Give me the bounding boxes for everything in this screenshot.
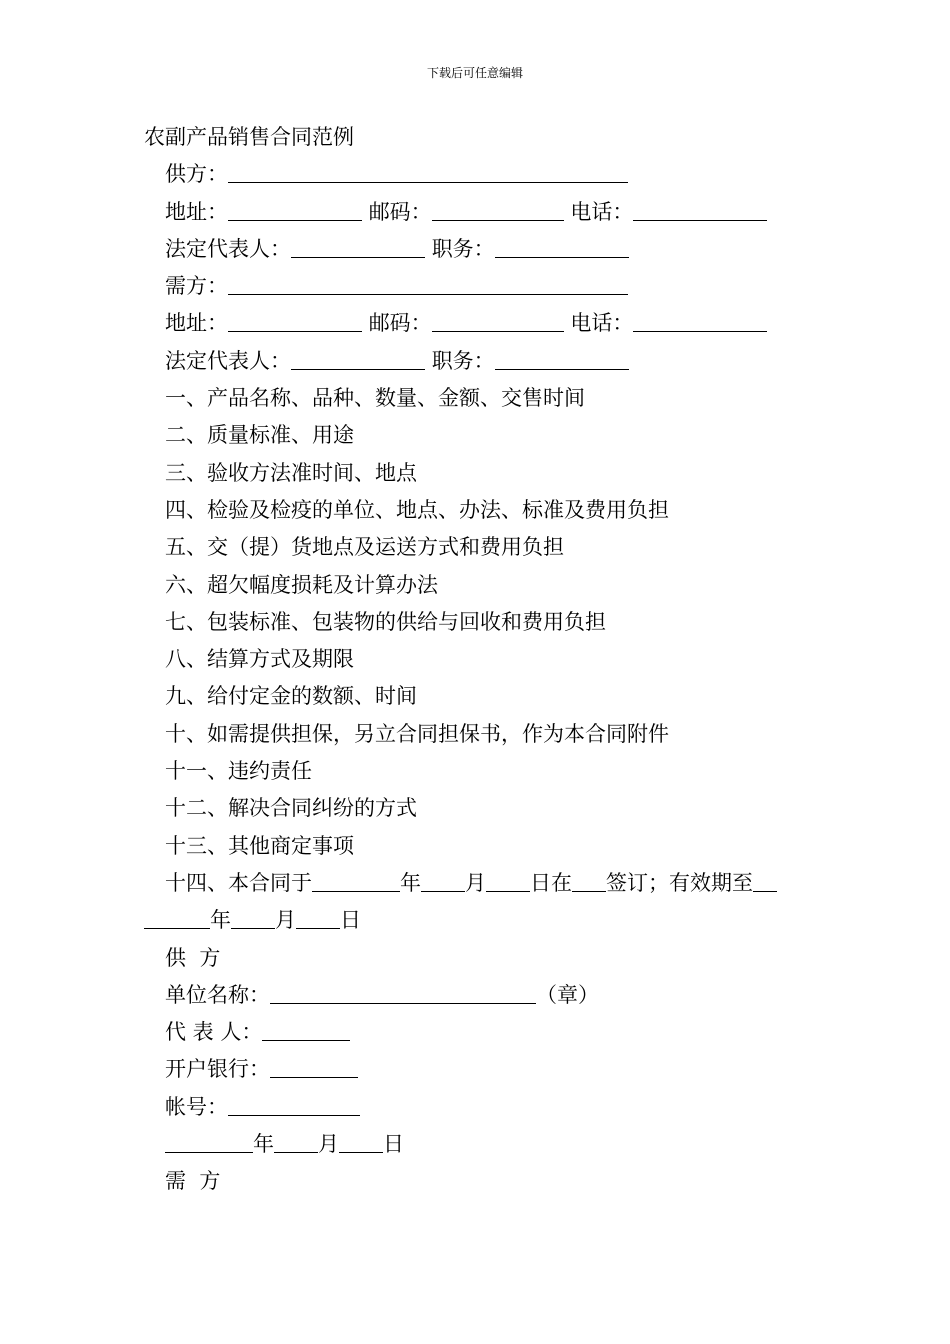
month-label: 月 (465, 870, 486, 895)
clause-item: 十二、解决合同纠纷的方式 (165, 796, 417, 821)
contract-title: 农副产品销售合同范例 (144, 125, 354, 149)
supplier-label: 供方： (165, 162, 228, 187)
clause-item: 九、给付定金的数额、时间 (165, 684, 417, 709)
day-label: 日 (383, 1132, 404, 1157)
clause-item: 六、超欠幅度损耗及计算办法 (165, 572, 438, 597)
clause-item: 一、产品名称、品种、数量、金额、交售时间 (165, 386, 585, 411)
expiry-year-blank[interactable] (144, 908, 210, 929)
address-label: 地址： (165, 199, 228, 224)
supplier-phone-blank[interactable] (633, 200, 767, 221)
account-blank[interactable] (228, 1095, 360, 1116)
legal-rep-label: 法定代表人： (165, 348, 291, 373)
clause-item: 十、如需提供担保，另立合同担保书，作为本合同附件 (165, 721, 669, 746)
expiry-day-blank[interactable] (296, 908, 340, 929)
header-note: 下载后可任意编辑 (426, 66, 523, 80)
bank-line (144, 1051, 824, 1088)
buyer-phone-blank[interactable] (633, 311, 767, 332)
expiry-year-blank-start[interactable] (753, 871, 777, 892)
buyer-address-blank[interactable] (228, 311, 362, 332)
bank-blank[interactable] (270, 1057, 358, 1078)
position-label: 职务： (431, 236, 495, 261)
representative-blank[interactable] (262, 1020, 350, 1041)
phone-label: 电话： (570, 311, 634, 336)
supplier-year-blank[interactable] (165, 1132, 253, 1153)
buyer-heading: 需 方 (165, 1169, 221, 1194)
bank-label: 开户银行： (165, 1057, 270, 1082)
year-label: 年 (210, 908, 231, 933)
supplier-date-line (144, 1126, 824, 1163)
sign-day-blank[interactable] (486, 871, 530, 892)
unit-name-label: 单位名称： (165, 982, 270, 1007)
clause-item: 十三、其他商定事项 (165, 833, 354, 858)
day-at-label: 日在 (530, 870, 572, 895)
clause-item: 十一、违约责任 (165, 759, 312, 784)
supplier-line (144, 156, 824, 193)
sign-month-blank[interactable] (421, 871, 465, 892)
supplier-day-blank[interactable] (339, 1132, 383, 1153)
seal-label: （章） (536, 982, 599, 1007)
clause-item: 五、交（提）货地点及运送方式和费用负担 (165, 535, 564, 560)
address-label: 地址： (165, 311, 228, 336)
clause-item: 四、检验及检疫的单位、地点、办法、标准及费用负担 (165, 497, 669, 522)
clause-item: 七、包装标准、包装物的供给与回收和费用负担 (165, 609, 606, 634)
day-label: 日 (340, 908, 361, 933)
buyer-postcode-blank[interactable] (432, 311, 564, 332)
clause-14-prefix: 十四、本合同于 (165, 870, 312, 895)
clause-item: 二、质量标准、用途 (165, 423, 354, 448)
clause-item: 三、验收方法准时间、地点 (165, 460, 417, 485)
supplier-heading: 供 方 (165, 945, 221, 970)
year-label: 年 (253, 1132, 274, 1157)
buyer-contact-line (144, 305, 824, 342)
supplier-contact-line (144, 194, 824, 231)
unit-name-blank[interactable] (270, 983, 536, 1004)
contract-body (144, 119, 824, 1201)
phone-label: 电话： (570, 199, 634, 224)
expiry-month-blank[interactable] (231, 908, 275, 929)
supplier-postcode-blank[interactable] (432, 200, 564, 221)
buyer-line (144, 268, 824, 305)
representative-label: 代 表 人： (165, 1020, 263, 1045)
clause-14-continuation (144, 902, 824, 939)
account-line (144, 1089, 824, 1126)
sign-year-blank[interactable] (312, 871, 400, 892)
unit-name-line (144, 977, 824, 1014)
legal-rep-label: 法定代表人： (165, 236, 291, 261)
representative-line (144, 1014, 824, 1051)
month-label: 月 (318, 1132, 339, 1157)
supplier-address-blank[interactable] (228, 200, 362, 221)
signed-label: 签订；有效期至 (606, 870, 753, 895)
supplier-rep-line (144, 231, 824, 268)
month-label: 月 (275, 908, 296, 933)
position-label: 职务： (431, 348, 495, 373)
supplier-position-blank[interactable] (495, 237, 629, 258)
year-label: 年 (400, 870, 421, 895)
buyer-label: 需方： (165, 274, 228, 299)
buyer-rep-blank[interactable] (291, 349, 425, 370)
sign-place-blank[interactable] (572, 871, 606, 892)
postcode-label: 邮码： (368, 199, 432, 224)
postcode-label: 邮码： (368, 311, 432, 336)
account-label: 帐号： (165, 1094, 228, 1119)
buyer-blank[interactable] (228, 274, 628, 295)
supplier-month-blank[interactable] (274, 1132, 318, 1153)
supplier-blank[interactable] (228, 162, 628, 183)
supplier-rep-blank[interactable] (291, 237, 425, 258)
clause-item: 八、结算方式及期限 (165, 647, 354, 672)
buyer-position-blank[interactable] (495, 349, 629, 370)
buyer-rep-line (144, 343, 824, 380)
clause-14-line (144, 865, 824, 902)
